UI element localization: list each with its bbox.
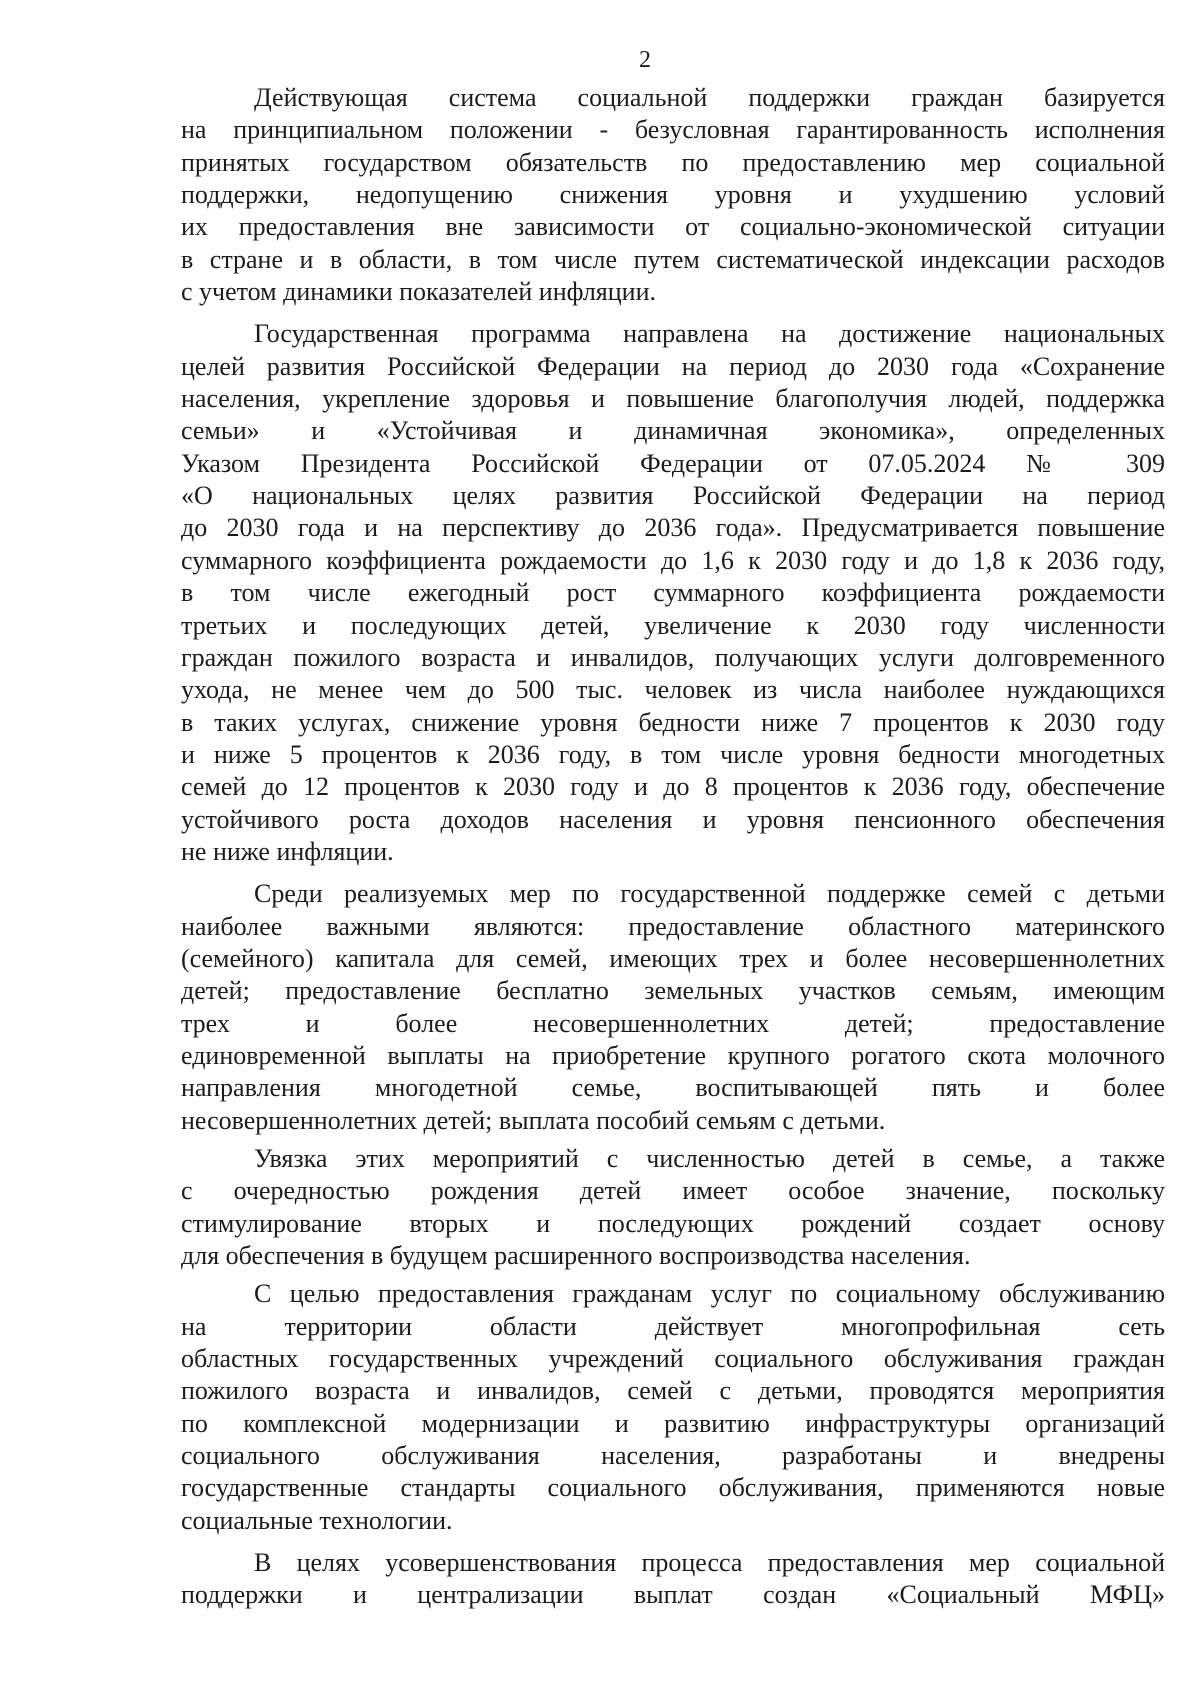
text-line: В целях усовершенствования процесса предоставления мер социальной <box>254 1548 1165 1578</box>
paragraph <box>181 1143 1165 1272</box>
text-line: единовременной выплаты на приобретение крупного рогатого скота молочного <box>181 1040 1165 1070</box>
text-line: семьи» и «Устойчивая и динамичная экономика», определенных <box>181 416 1165 446</box>
document-body <box>181 82 1165 1612</box>
text-line: направления многодетной семье, воспитывающей пять и более <box>181 1073 1165 1103</box>
text-line: с учетом динамики показателей инфляции. <box>181 277 657 307</box>
text-line: целей развития Российской Федерации на период до 2030 года «Сохранение <box>181 351 1165 381</box>
text-line: Действующая система социальной поддержки граждан базируется <box>254 83 1165 112</box>
text-line: (семейного) капитала для семей, имеющих трех и более несовершеннолетних <box>181 943 1165 973</box>
text-line: поддержки, недопущению снижения уровня и ухудшению условий <box>181 180 1165 210</box>
text-line: «О национальных целях развития Российской Федерации на период <box>181 481 1165 511</box>
text-line: для обеспечения в будущем расширенного воспроизводства населения. <box>181 1241 971 1271</box>
text-line: их предоставления вне зависимости от социально-экономической ситуации <box>181 212 1165 242</box>
text-line: Увязка этих мероприятий с численностью детей в семье, а также <box>254 1144 1165 1173</box>
text-line: по комплексной модернизации и развитию инфраструктуры организаций <box>181 1408 1165 1438</box>
paragraph <box>181 878 1165 1137</box>
text-line: суммарного коэффициента рождаемости до 1,6 к 2030 году и до 1,8 к 2036 году, <box>181 545 1165 575</box>
text-line: в том числе ежегодный рост суммарного коэффициента рождаемости <box>181 578 1165 608</box>
text-line: поддержки и централизации выплат создан «Социальный МФЦ» <box>181 1580 1165 1610</box>
text-line: несовершеннолетних детей; выплата пособий семьям с детьми. <box>181 1105 886 1135</box>
text-line: в таких услугах, снижение уровня бедности ниже 7 процентов к 2030 году <box>181 707 1165 737</box>
text-line: в стране и в области, в том числе путем систематической индексации расходов <box>181 244 1165 274</box>
text-line: населения, укрепление здоровья и повышение благополучия людей, поддержка <box>181 384 1165 414</box>
text-line: не ниже инфляции. <box>181 836 394 866</box>
text-line: областных государственных учреждений социального обслуживания граждан <box>181 1344 1165 1374</box>
text-line: с очередностью рождения детей имеет особое значение, поскольку <box>181 1176 1165 1206</box>
text-line: С целью предоставления гражданам услуг по социальному обслуживанию <box>254 1279 1165 1309</box>
paragraph <box>181 318 1165 868</box>
paragraph <box>181 1278 1165 1537</box>
text-line: Указом Президента Российской Федерации от 07.05.2024 № 309 <box>181 448 1165 478</box>
text-line: детей; предоставление бесплатно земельных участков семьям, имеющим <box>181 976 1165 1006</box>
text-line: устойчивого роста доходов населения и уровня пенсионного обеспечения <box>181 804 1165 834</box>
text-line: трех и более несовершеннолетних детей; предоставление <box>181 1008 1165 1038</box>
text-line: принятых государством обязательств по предоставлению мер социальной <box>181 147 1165 177</box>
page-number: 2 <box>639 47 651 73</box>
text-line: и ниже 5 процентов к 2036 году, в том числе уровня бедности многодетных <box>181 739 1165 769</box>
text-line: Государственная программа направлена на достижение национальных <box>254 319 1165 349</box>
text-line: социального обслуживания населения, разработаны и внедрены <box>181 1441 1165 1471</box>
text-line: на территории области действует многопрофильная сеть <box>181 1311 1165 1341</box>
text-line: Среди реализуемых мер по государственной поддержке семей с детьми <box>254 879 1165 909</box>
paragraph <box>181 1547 1165 1612</box>
text-line: до 2030 года и на перспективу до 2036 года». Предусматривается повышение <box>181 513 1165 543</box>
text-line: социальные технологии. <box>181 1505 453 1535</box>
text-line: на принципиальном положении - безусловная гарантированность исполнения <box>181 115 1165 145</box>
text-line: семей до 12 процентов к 2030 году и до 8 процентов к 2036 году, обеспечение <box>181 772 1165 802</box>
text-line: стимулирование вторых и последующих рождений создает основу <box>181 1208 1165 1238</box>
text-line: граждан пожилого возраста и инвалидов, получающих услуги долговременного <box>181 642 1165 672</box>
text-line: ухода, не менее чем до 500 тыс. человек из числа наиболее нуждающихся <box>181 675 1165 705</box>
text-line: государственные стандарты социального обслуживания, применяются новые <box>181 1473 1165 1503</box>
text-line: наиболее важными являются: предоставление областного материнского <box>181 911 1165 941</box>
text-line: пожилого возраста и инвалидов, семей с детьми, проводятся мероприятия <box>181 1376 1165 1406</box>
paragraph <box>181 82 1165 308</box>
text-line: третьих и последующих детей, увеличение к 2030 году численности <box>181 610 1165 640</box>
